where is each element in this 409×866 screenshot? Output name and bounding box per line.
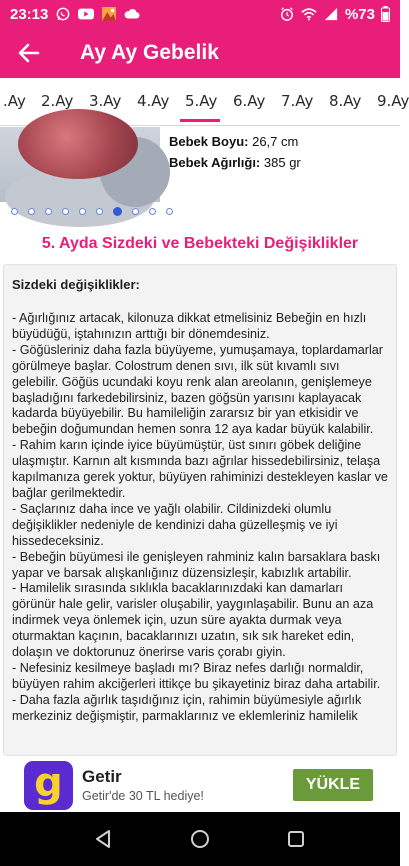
getir-logo bbox=[24, 761, 73, 810]
tab-month-9[interactable]: 9.Ay bbox=[377, 92, 409, 110]
nav-home-button[interactable] bbox=[188, 827, 212, 851]
app-bar bbox=[0, 28, 400, 78]
app-thumbnail-icon bbox=[101, 7, 117, 21]
tab-month-5[interactable]: 5.Ay bbox=[185, 92, 218, 110]
baby-height-row bbox=[169, 131, 301, 152]
nav-home-icon bbox=[190, 829, 210, 849]
tab-month-8[interactable]: 8.Ay bbox=[329, 92, 362, 110]
ad-subtitle: Getir'de 30 TL hediye! bbox=[82, 789, 204, 803]
changes-card[interactable] bbox=[3, 264, 397, 756]
battery-icon bbox=[381, 6, 390, 22]
whatsapp-icon bbox=[55, 7, 71, 21]
fetus-illustration[interactable] bbox=[0, 127, 160, 202]
alarm-icon bbox=[279, 7, 295, 21]
active-tab-indicator bbox=[180, 119, 220, 122]
baby-height-value: 26,7 cm bbox=[252, 134, 299, 149]
status-left bbox=[10, 6, 140, 23]
carousel-indicator bbox=[11, 207, 173, 216]
carousel-dot[interactable] bbox=[45, 208, 52, 215]
card-heading: Sizdeki değişiklikler: bbox=[12, 277, 140, 292]
tab-month-2[interactable]: 2.Ay bbox=[41, 92, 74, 110]
carousel-dot[interactable] bbox=[96, 208, 103, 215]
youtube-icon bbox=[78, 7, 94, 21]
tab-month-3[interactable]: 3.Ay bbox=[89, 92, 122, 110]
getir-logo-glyph: g bbox=[34, 760, 63, 806]
carousel-dot[interactable] bbox=[166, 208, 173, 215]
tab-month-6[interactable]: 6.Ay bbox=[233, 92, 266, 110]
tab-month-4[interactable]: 4.Ay bbox=[137, 92, 170, 110]
status-right bbox=[279, 6, 390, 23]
carousel-dot[interactable] bbox=[62, 208, 69, 215]
status-bar bbox=[0, 0, 400, 28]
nav-back-icon bbox=[94, 829, 112, 849]
app-title: Ay Ay Gebelik bbox=[80, 41, 219, 64]
baby-weight-label: Bebek Ağırlığı: bbox=[169, 155, 261, 170]
carousel-dot-active[interactable] bbox=[113, 207, 122, 216]
wifi-icon bbox=[301, 7, 317, 21]
signal-icon bbox=[323, 7, 339, 21]
back-button[interactable] bbox=[0, 28, 58, 78]
carousel-dot[interactable] bbox=[28, 208, 35, 215]
ad-banner[interactable] bbox=[0, 758, 400, 812]
cloud-icon bbox=[124, 7, 140, 21]
carousel-dot[interactable] bbox=[11, 208, 18, 215]
install-button[interactable]: YÜKLE bbox=[293, 769, 373, 801]
nav-recents-button[interactable] bbox=[284, 827, 308, 851]
baby-weight-row bbox=[169, 152, 301, 173]
tab-month-1[interactable]: .Ay bbox=[3, 92, 26, 110]
carousel-dot[interactable] bbox=[132, 208, 139, 215]
card-body: - Ağırlığınız artacak, kilonuza dikkat etmelisiniz Bebeğin en hızlı büyüdüğü, iştahınızın arttığı bir dönemdesiniz. - Göğüsleriniz daha fazla büyüyeme, yumuşamaya, toplardamarlar görülmeye başlar. Colostrum denen sıvı, ilk süt kıvamlı sıvı gelebilir. Göğüs ucundaki koyu renk alan areolanın, genişlemeye başladığını farkedebilirsiniz, bazen göğsün yarısını kaplayacak kadarda büyüyebilir. Bu hamileliğin zararsız bir yan etkisidir ve bebeğin doğumundan hemen sonra 12 aya kadar büyük kalabilir. - Rahim karın içinde iyice büyümüştür, üst sınırı göbek deliğine ulaşmıştır. Karnın alt kısmında bazı ağrılar hissedebilirsiniz, telaşa kapılmanıza gerek yoktur, büyüyen rahiminizi destekleyen kaslar ve bağlar gerilmektedir. - Saçlarınız daha ince ve yağlı olabilir. Cildinizdeki olumlu değişiklikler nedeniyle de kendinizi daha güzelleşmiş ve iyi hissedeceksiniz. - Bebeğin büyümesi ile genişleyen rahminiz kalın barsaklara baskı yapar ve barsak alışkanlığınız düzensizleşir, kabızlık artabilir. - Hamilelik sırasında sıklıkla bacaklarınızdaki kan damarları görünür hale gelir, varisler oluşabilir, yaygınlaşabilir. Bunu an aza indirmek veya önlemek için, uzun süre ayakta durmak veya oturmaktan kaçının, bacaklarınızı uzatın, sık sık hareket edin, dolaşın ve doktorunuz önerirse varis çorabı giyin. - Nefesiniz kesilmeye başladı mı? Biraz nefes darlığı normaldir, büyüyen rahim akciğerleri ittikçe bu şikayetiniz biraz daha artabilir. - Daha fazla ağırlık taşıdığınız için, rahimin büyümesiyle ağırlık merkeziniz değişmiştir, parmaklarınız ve eklemleriniz hamilelik bbox=[12, 311, 388, 723]
system-navigation-bar bbox=[0, 812, 400, 866]
tab-month-7[interactable]: 7.Ay bbox=[281, 92, 314, 110]
battery-percentage: %73 bbox=[344, 5, 375, 23]
carousel-dot[interactable] bbox=[149, 208, 156, 215]
status-time: 23:13 bbox=[10, 5, 49, 23]
baby-height-label: Bebek Boyu: bbox=[169, 134, 249, 149]
nav-back-button[interactable] bbox=[91, 827, 115, 851]
nav-recents-icon bbox=[287, 830, 305, 848]
arrow-left-icon bbox=[18, 42, 40, 64]
ad-text bbox=[82, 767, 204, 803]
section-title: 5. Ayda Sizdeki ve Bebekteki Değişiklikler bbox=[41, 235, 359, 252]
carousel-dot[interactable] bbox=[79, 208, 86, 215]
baby-stats bbox=[169, 131, 301, 173]
baby-weight-value: 385 gr bbox=[263, 155, 301, 170]
ad-title: Getir bbox=[82, 767, 122, 786]
